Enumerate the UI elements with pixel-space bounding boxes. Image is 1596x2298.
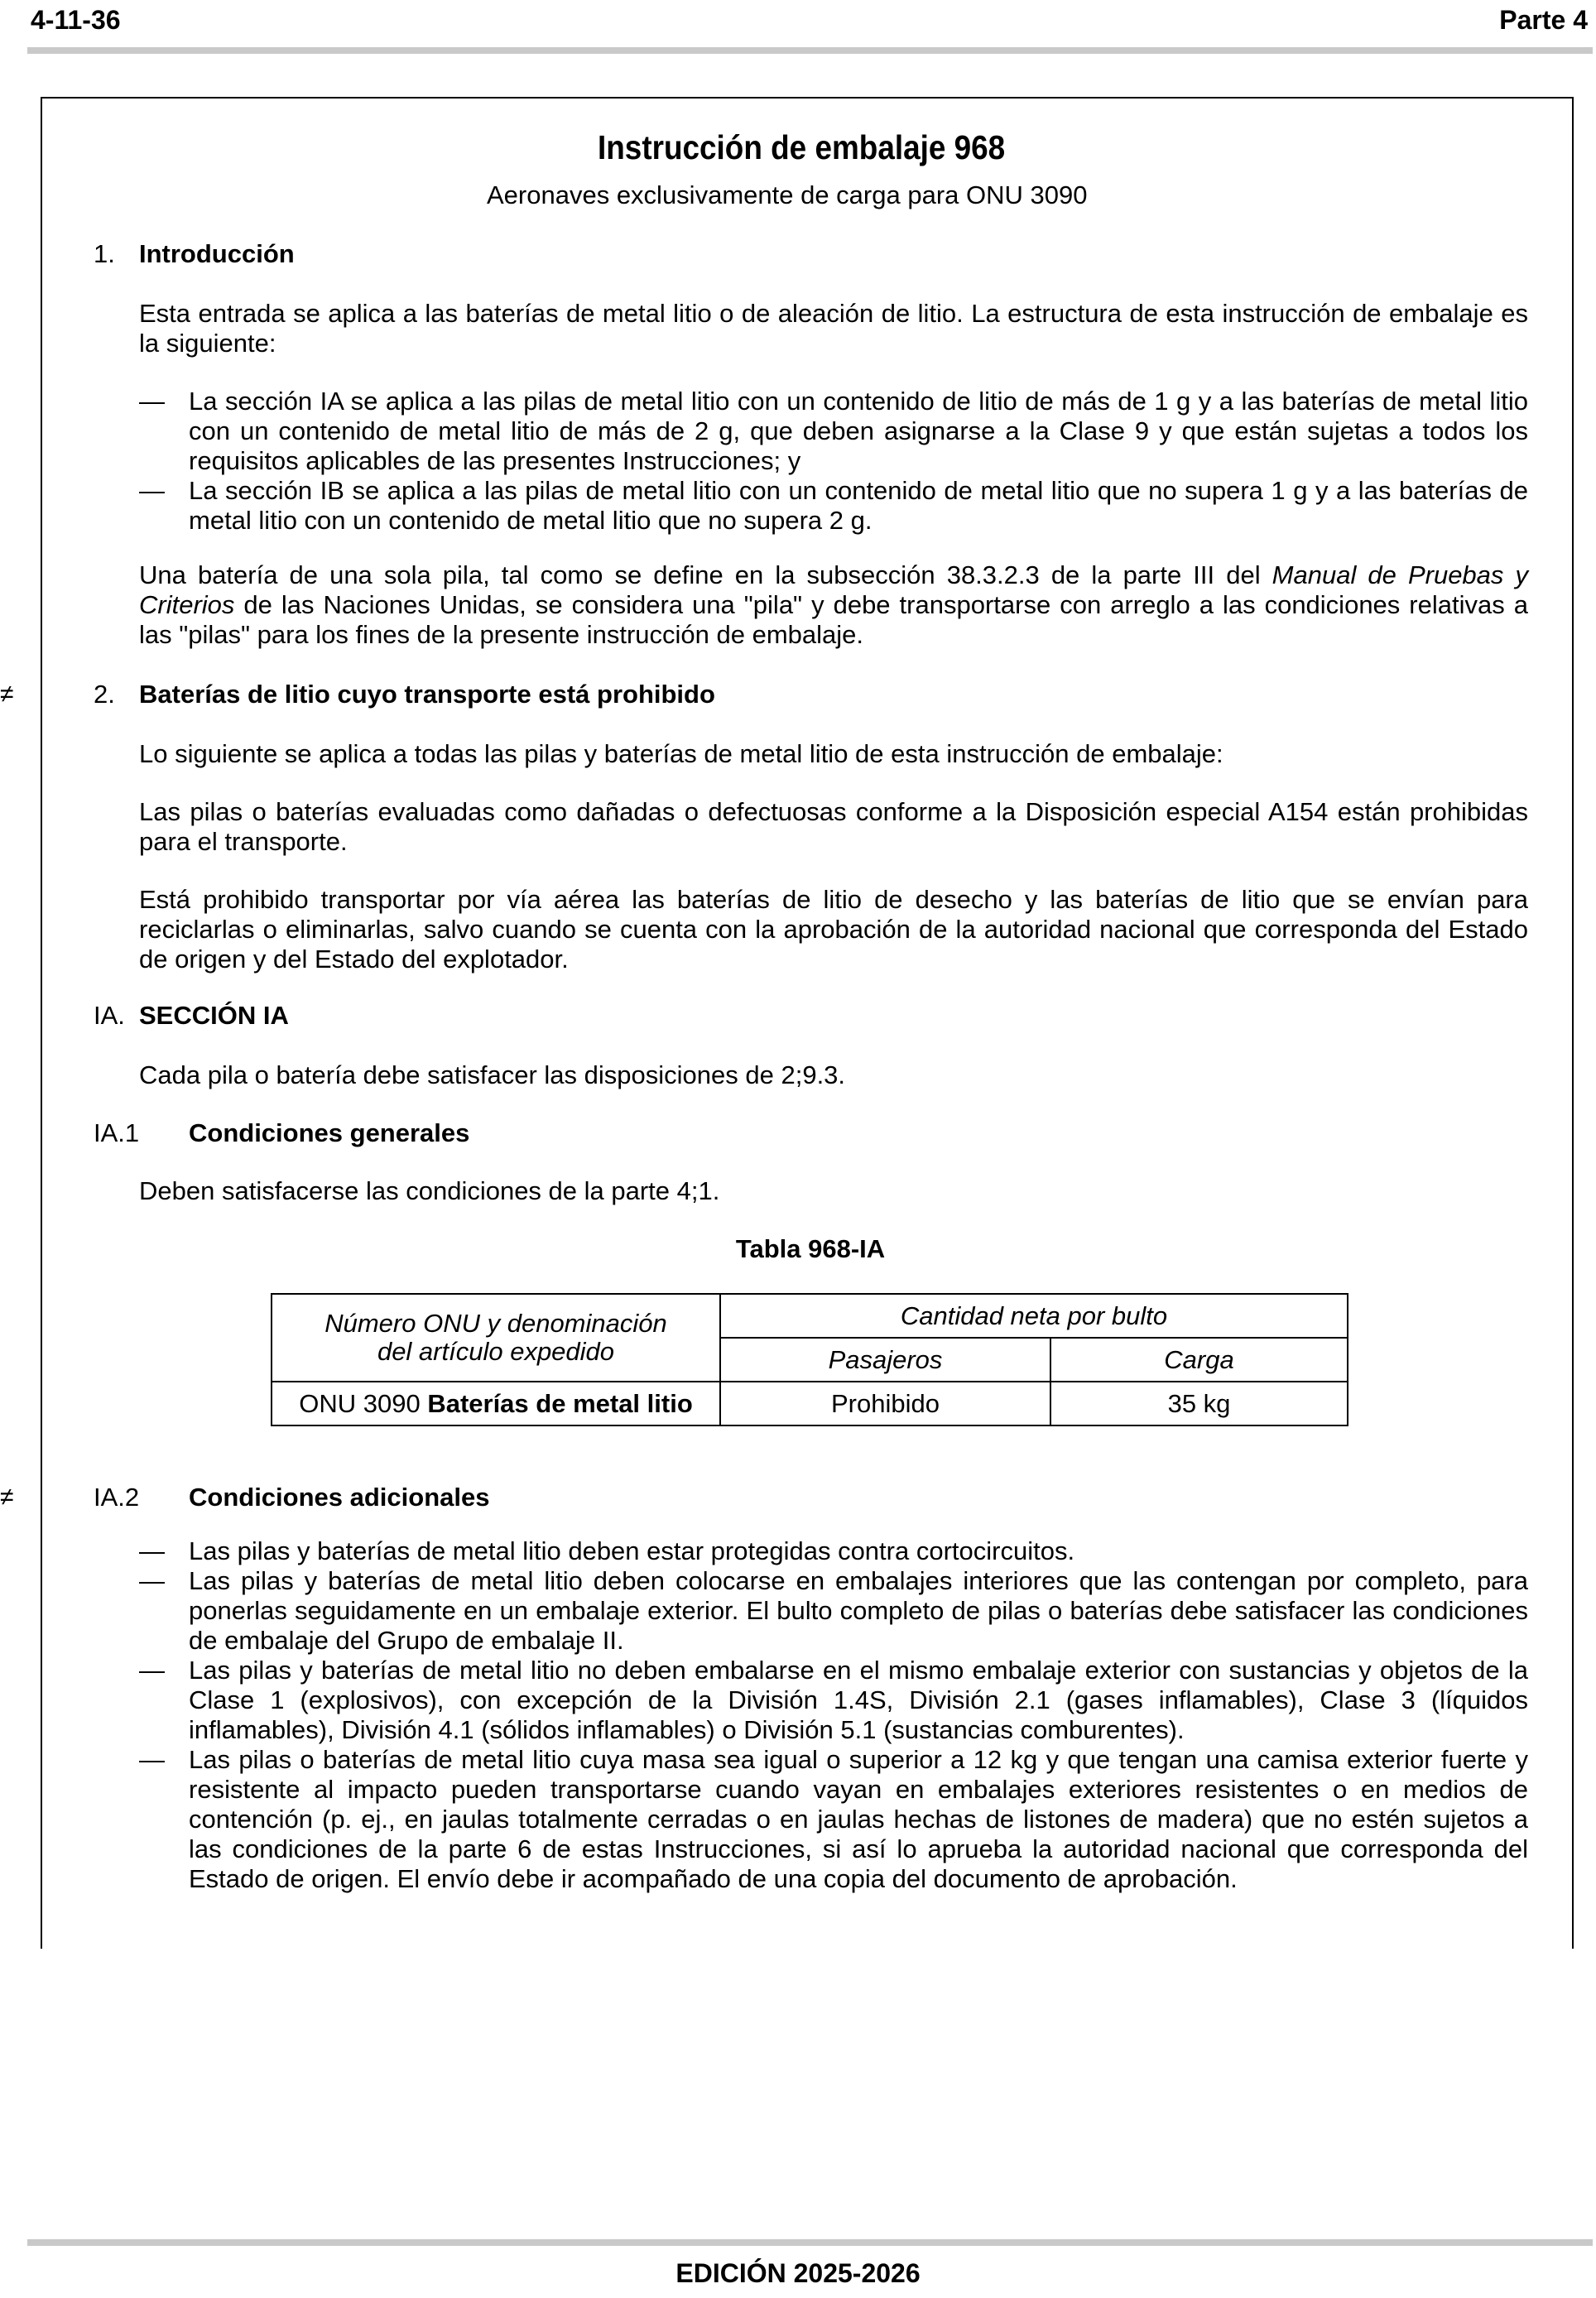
section-2-para-3: Está prohibido transportar por vía aérea las baterías de litio de desecho y las baterías de litio que se envían para reciclarlas o eliminarlas, salvo cuando se cuenta con la aprobación de la autoridad nacional que corresponda del Estado de origen y del Estado del explotador. [139,885,1528,974]
list-item [139,1656,1528,1745]
section-2-heading: Baterías de litio cuyo transporte está prohibido [139,680,715,709]
section-ia2-number: IA.2 [94,1483,140,1512]
footer-rule [27,2239,1593,2246]
section-ia2-list [139,1536,1528,1894]
dash-marker: — [139,476,165,505]
list-item-text: Las pilas y baterías de metal litio deben colocarse en embalajes interiores que las contengan por completo, para ponerlas seguidamente en un embalaje exterior. El bulto completo de pilas o baterías debe satisfacer las condiciones de embalaje del Grupo de embalaje II. [189,1566,1528,1655]
list-item-text: La sección IA se aplica a las pilas de metal litio con un contenido de litio de más de 1 g y a las baterías de metal litio con un contenido de metal litio de más de 2 g, que deben asignarse a la Clase 9 y que están sujetas a todos los requisitos aplicables de las presentes Instrucciones; y [189,387,1528,475]
section-ia1-number: IA.1 [94,1118,140,1147]
section-ia1-heading: Condiciones generales [189,1118,470,1147]
dash-marker: — [139,1745,165,1774]
section-2-para-2: Las pilas o baterías evaluadas como dañadas o defectuosas conforme a la Disposición especial A154 están prohibidas para el transporte. [139,797,1528,856]
section-ia-para: Cada pila o batería debe satisfacer las disposiciones de 2;9.3. [139,1060,846,1089]
list-item [139,1566,1528,1656]
list-item [139,387,1528,476]
header-line-1: Número ONU y denominación [324,1309,667,1338]
dash-marker: — [139,1656,165,1685]
table-row [272,1382,1348,1425]
table-caption: Tabla 968-IA [735,1234,886,1263]
edition-footer: EDICIÓN 2025-2026 [675,2258,921,2288]
header-line-2: del artículo expedido [377,1337,615,1366]
cell-un-name [272,1382,720,1425]
instruction-title: Instrucción de embalaje 968 [598,128,1006,166]
section-1-number: 1. [94,239,115,268]
column-header-un-number [272,1294,720,1382]
instruction-subtitle: Aeronaves exclusivamente de carga para ONU 3090 [487,180,1088,209]
dash-marker: — [139,1536,165,1565]
part-label: Parte 4 [1499,5,1588,35]
section-2-para-1: Lo siguiente se aplica a todas las pilas y baterías de metal litio de esta instrucción de embalaje: [139,739,1223,768]
header-rule [27,47,1593,54]
list-item [139,1536,1528,1566]
list-item-text: Las pilas o baterías de metal litio cuya masa sea igual o superior a 12 kg y que tengan una camisa exterior fuerte y resistente al impacto pueden transportarse cuando vayan en embalajes exteriores resistentes o en medios de contención (p. ej., en jaulas totalmente cerradas o en jaulas hechas de listones de madera) que no estén sujetos a las condiciones de la parte 6 de estas Instrucciones, si así lo aprueba la autoridad nacional que corresponda del Estado de origen. El envío debe ir acompañado de una copia del documento de aprobación. [189,1745,1528,1893]
list-item [139,476,1528,536]
column-header-pasajeros: Pasajeros [720,1338,1050,1382]
column-group-header: Cantidad neta por bulto [720,1294,1348,1338]
list-item-text: La sección IB se aplica a las pilas de metal litio con un contenido de metal litio que no supera 1 g y a las baterías de metal litio con un contenido de metal litio que no supera 2 g. [189,476,1528,535]
change-marker: ≠ [0,680,14,708]
section-ia-heading: SECCIÓN IA [139,1001,289,1030]
un-number: ONU 3090 [299,1388,421,1418]
note-text-b: de las Naciones Unidas, se considera una "pila" y debe transportarse con arreglo a las condiciones relativas a las "pilas" para los fines de la presente instrucción de embalaje. [139,590,1528,649]
manual-reference: Manual de Pruebas y Criterios [139,560,1528,619]
section-ia1-para: Deben satisfacerse las condiciones de la parte 4;1. [139,1176,720,1205]
section-ia2-heading: Condiciones adicionales [189,1483,490,1512]
table-header-row [272,1294,1348,1338]
list-item-text: Las pilas y baterías de metal litio no deben embalarse en el mismo embalaje exterior con sustancias y objetos de la Clase 1 (explosivos), con excepción de la División 1.4S, División 2.1 (gases inflamables), Clase 3 (líquidos inflamables), División 4.1 (sólidos inflamables) o División 5.1 (sustancias comburentes). [189,1656,1528,1744]
table-968-ia [271,1293,1348,1426]
cell-carga: 35 kg [1050,1382,1348,1425]
section-1-single-cell-note [139,560,1528,650]
section-1-intro: Esta entrada se aplica a las baterías de metal litio o de aleación de litio. La estructura de esta instrucción de embalaje es la siguiente: [139,299,1528,358]
section-1-list [139,387,1528,536]
section-ia-number: IA. [94,1001,125,1030]
section-1-heading: Introducción [139,239,295,268]
dash-marker: — [139,1566,165,1595]
cell-pasajeros: Prohibido [720,1382,1050,1425]
list-item-text: Las pilas y baterías de metal litio deben estar protegidas contra cortocircuitos. [189,1536,1075,1565]
section-2-number: 2. [94,680,115,709]
proper-shipping-name: Baterías de metal litio [427,1388,693,1418]
change-marker: ≠ [0,1483,14,1511]
dash-marker: — [139,387,165,416]
list-item [139,1745,1528,1894]
column-header-carga: Carga [1050,1338,1348,1382]
page-number: 4-11-36 [31,5,121,35]
note-text-a: Una batería de una sola pila, tal como se define en la subsección 38.3.2.3 de la parte III del [139,560,1272,589]
